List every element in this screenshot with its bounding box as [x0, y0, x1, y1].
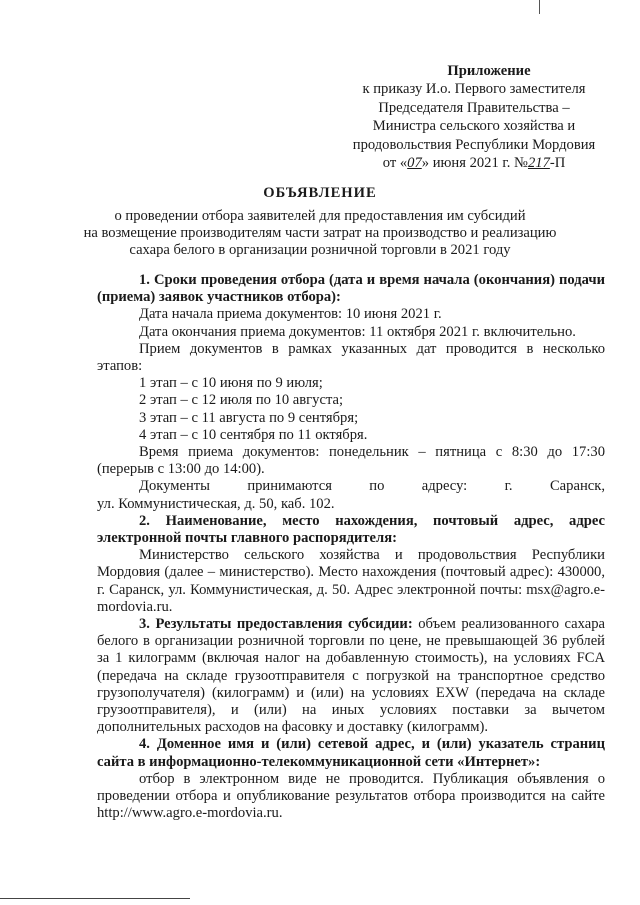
section-1-address-line-2: ул. Коммунистическая, д. 50, каб. 102. [97, 495, 335, 512]
address-word: Документы [139, 478, 210, 495]
date-prefix: от « [382, 155, 408, 172]
stage-item: 4 этап – с 10 сентября по 11 октября. [139, 426, 368, 443]
handwritten-order-number: 217 [527, 155, 550, 172]
appendix-line-1: к приказу И.о. Первого заместителя [362, 81, 586, 98]
address-word: принимаются [247, 478, 332, 495]
section-1-hours: Время приема документов: понедельник – пятница с 8:30 до 17:30 (перерыв с 13:00 до 14:00). [97, 444, 605, 478]
appendix-title: Приложение [447, 63, 531, 79]
appendix-date-line [304, 154, 604, 172]
address-word: г. [504, 478, 513, 495]
address-word: Саранск, [549, 478, 605, 495]
appendix-line-4: продовольствия Республики Мордовия [352, 136, 596, 153]
stage-item: 2 этап – с 12 июля по 10 августа; [139, 392, 344, 409]
section-2-heading: 2. Наименование, место нахождения, почтовый адрес, адрес электронной почты главного распорядителя: [97, 512, 605, 547]
announcement-title-block [40, 185, 600, 259]
section-2-text: Министерство сельского хозяйства и продовольствия Республики Мордовия (далее – министерство). Место нахождения (почтовый адрес): 430000, г. Саранск, ул. Коммунистическая, д. 50. Адрес электронной почты: msx@agro.e-mordovia.ru. [97, 547, 605, 615]
announcement-body [97, 272, 605, 823]
stage-item: 3 этап – с 11 августа по 9 сентября; [139, 409, 359, 426]
section-1-address-line-1 [97, 478, 605, 495]
section-1-heading: 1. Сроки проведения отбора (дата и время начала (окончания) подачи (приема) заявок участников отбора): [97, 272, 605, 306]
appendix-header [304, 62, 604, 172]
section-1-end-date: Дата окончания приема документов: 11 октября 2021 г. включительно. [139, 323, 576, 340]
stage-item: 1 этап – с 10 июня по 9 июля; [139, 375, 323, 392]
announcement-subtitle-3: сахара белого в организации розничной торговли в 2021 году [129, 242, 511, 258]
section-3-text: объем реализованного сахара белого в организации розничной торговли по цене, не превышающей 36 рублей за 1 килограмм (включая налог на добавленную стоимость), на условиях FCA (передача на складе грузоотправителя с погрузкой на транспортное средство грузополучателя) (килограмм) и (или) на условиях EXW (передача на складе грузоотправителя), и (или) на иных условиях поставки за вычетом дополнительных расходов на фасовку и доставку (килограмм). [97, 616, 605, 736]
address-word: по [369, 478, 385, 495]
section-1-start-date: Дата начала приема документов: 10 июня 2021 г. [139, 306, 442, 323]
section-4-text: отбор в электронном виде не проводится. Публикация объявления о проведении отбора и опубликование результатов отбора производится на сайте http://www.agro.e-mordovia.ru. [97, 770, 605, 822]
section-4-heading: 4. Доменное имя и (или) сетевой адрес, и (или) указатель страниц сайта в информационно-телекоммуникационной сети «Интернет»: [97, 736, 605, 770]
address-word: адресу: [421, 478, 468, 495]
announcement-title: ОБЪЯВЛЕНИЕ [263, 185, 377, 201]
section-3-paragraph [97, 616, 605, 736]
announcement-subtitle-1: о проведении отбора заявителей для предоставления им субсидий [114, 208, 526, 224]
section-1-stages-intro: Прием документов в рамках указанных дат проводится в несколько этапов: [97, 340, 605, 375]
appendix-line-3: Министра сельского хозяйства и [372, 118, 576, 135]
handwritten-day: 07 [407, 155, 422, 172]
date-middle: » июня 2021 г. № [421, 155, 528, 172]
scan-mark [539, 0, 540, 14]
section-3-heading: 3. Результаты предоставления субсидии: [139, 616, 413, 633]
footer-divider [0, 898, 190, 899]
order-suffix: -П [549, 155, 566, 172]
appendix-line-2: Председателя Правительства – [378, 99, 570, 116]
announcement-subtitle-2: на возмещение производителям части затрат на производство и реализацию [83, 225, 557, 241]
